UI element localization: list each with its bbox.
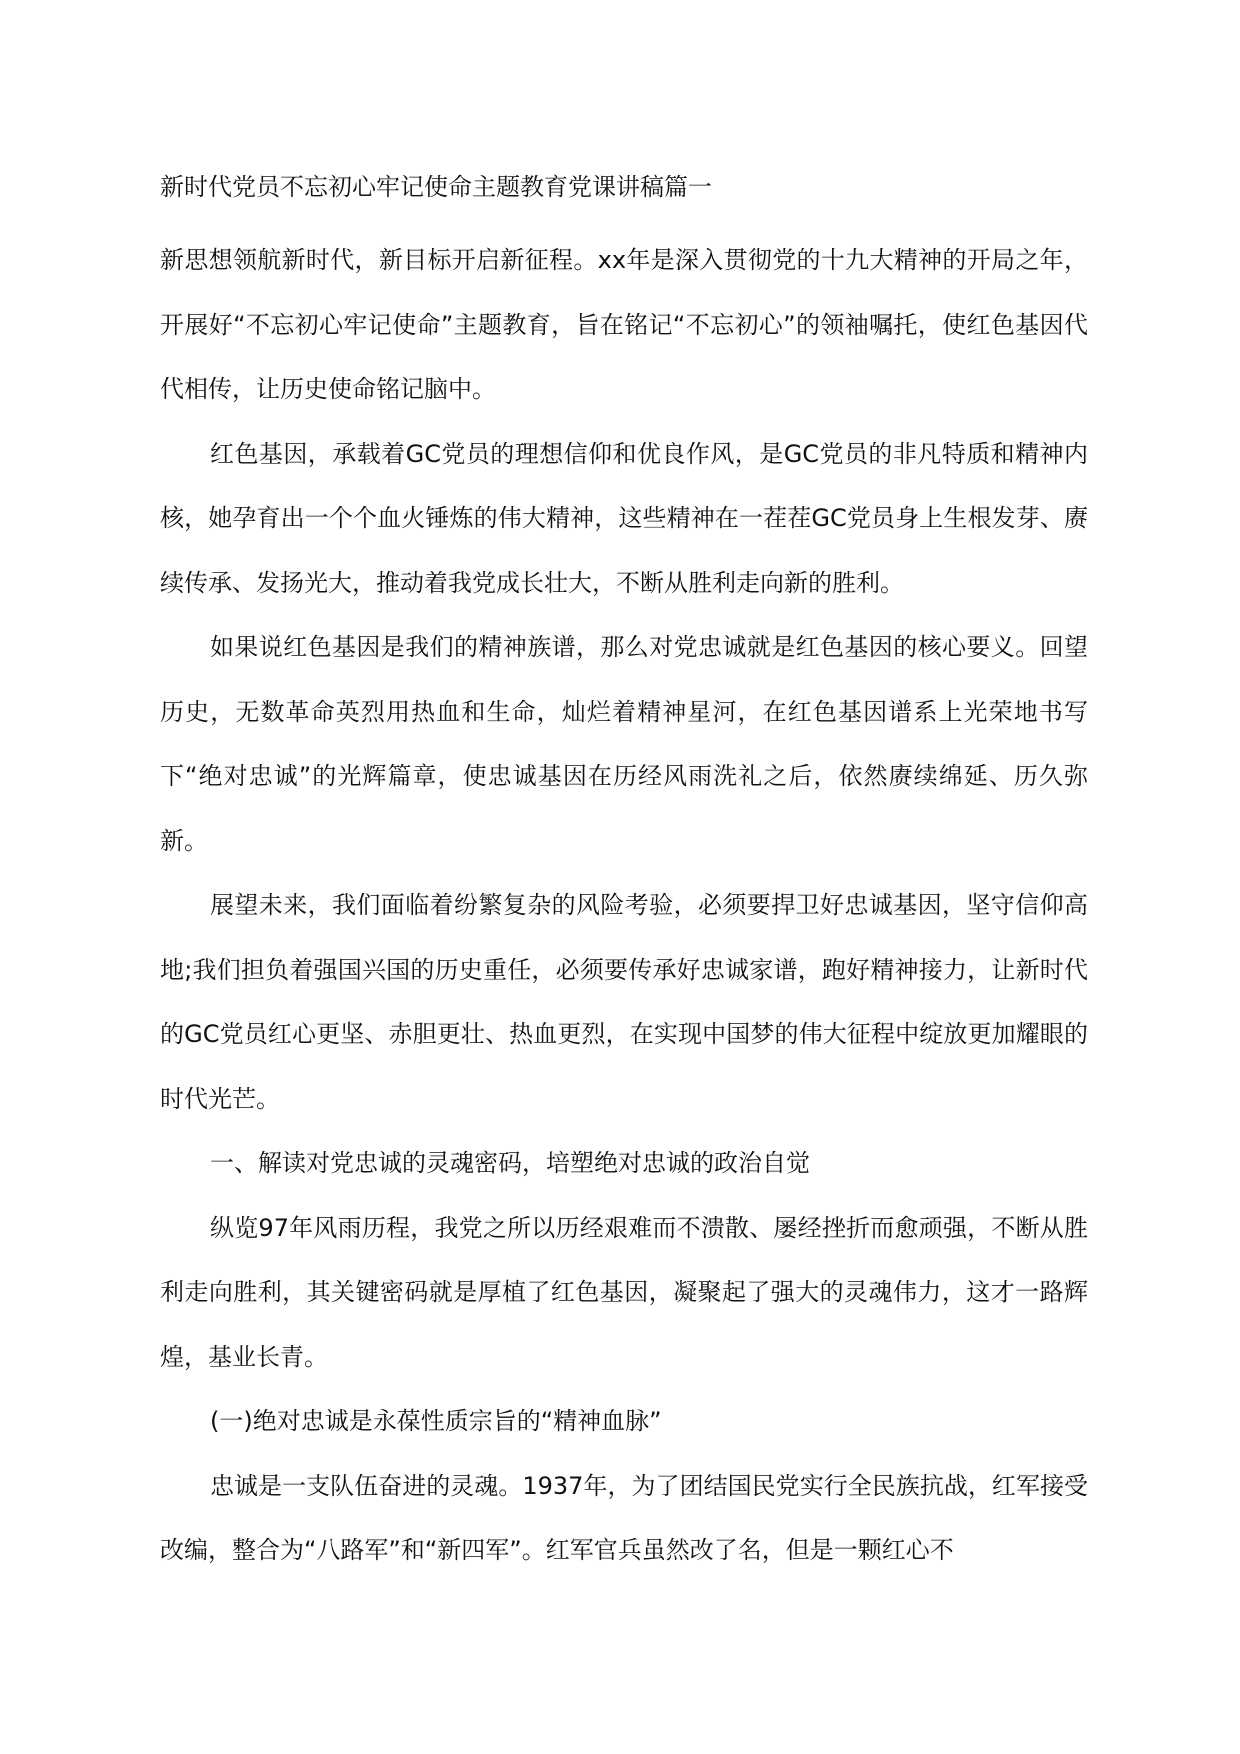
- paragraph: 展望未来，我们面临着纷繁复杂的风险考验，必须要捍卫好忠诚基因，坚守信仰高地;我们担负着强国兴国的历史重任，必须要传承好忠诚家谱，跑好精神接力，让新时代的GC党员红心更坚、赤胆更壮、热血更烈，在实现中国梦的伟大征程中绽放更加耀眼的时代光芒。: [160, 891, 1088, 1113]
- section-heading: 一、解读对党忠诚的灵魂密码，培塑绝对忠诚的政治自觉: [210, 1149, 810, 1177]
- document-title: 新时代党员不忘初心牢记使命主题教育党课讲稿篇一: [160, 173, 712, 201]
- paragraph: 红色基因，承载着GC党员的理想信仰和优良作风，是GC党员的非凡特质和精神内核，她孕育出一个个血火锤炼的伟大精神，这些精神在一茬茬GC党员身上生根发芽、赓续传承、发扬光大，推动着我党成长壮大，不断从胜利走向新的胜利。: [160, 439, 1088, 597]
- paragraph: 新思想领航新时代，新目标开启新征程。xx年是深入贯彻党的十九大精神的开局之年，开展好“不忘初心牢记使命”主题教育，旨在铭记“不忘初心”的领袖嘱托，使红色基因代代相传，让历史使命铭记脑中。: [160, 246, 1088, 403]
- document-body: [160, 166, 1088, 1583]
- subsection-heading: (一)绝对忠诚是永葆性质宗旨的“精神血脉”: [210, 1407, 662, 1435]
- paragraph: 忠诚是一支队伍奋进的灵魂。1937年，为了团结国民党实行全民族抗战，红军接受改编，整合为“八路军”和“新四军”。红军官兵虽然改了名，但是一颗红心不: [160, 1471, 1088, 1564]
- paragraph: 如果说红色基因是我们的精神族谱，那么对党忠诚就是红色基因的核心要义。回望历史，无数革命英烈用热血和生命，灿烂着精神星河，在红色基因谱系上光荣地书写下“绝对忠诚”的光辉篇章，使忠诚基因在历经风雨洗礼之后，依然赓续绵延、历久弥新。: [160, 633, 1088, 855]
- paragraph: 纵览97年风雨历程，我党之所以历经艰难而不溃散、屡经挫折而愈顽强，不断从胜利走向胜利，其关键密码就是厚植了红色基因，凝聚起了强大的灵魂伟力，这才一路辉煌，基业长青。: [160, 1213, 1088, 1371]
